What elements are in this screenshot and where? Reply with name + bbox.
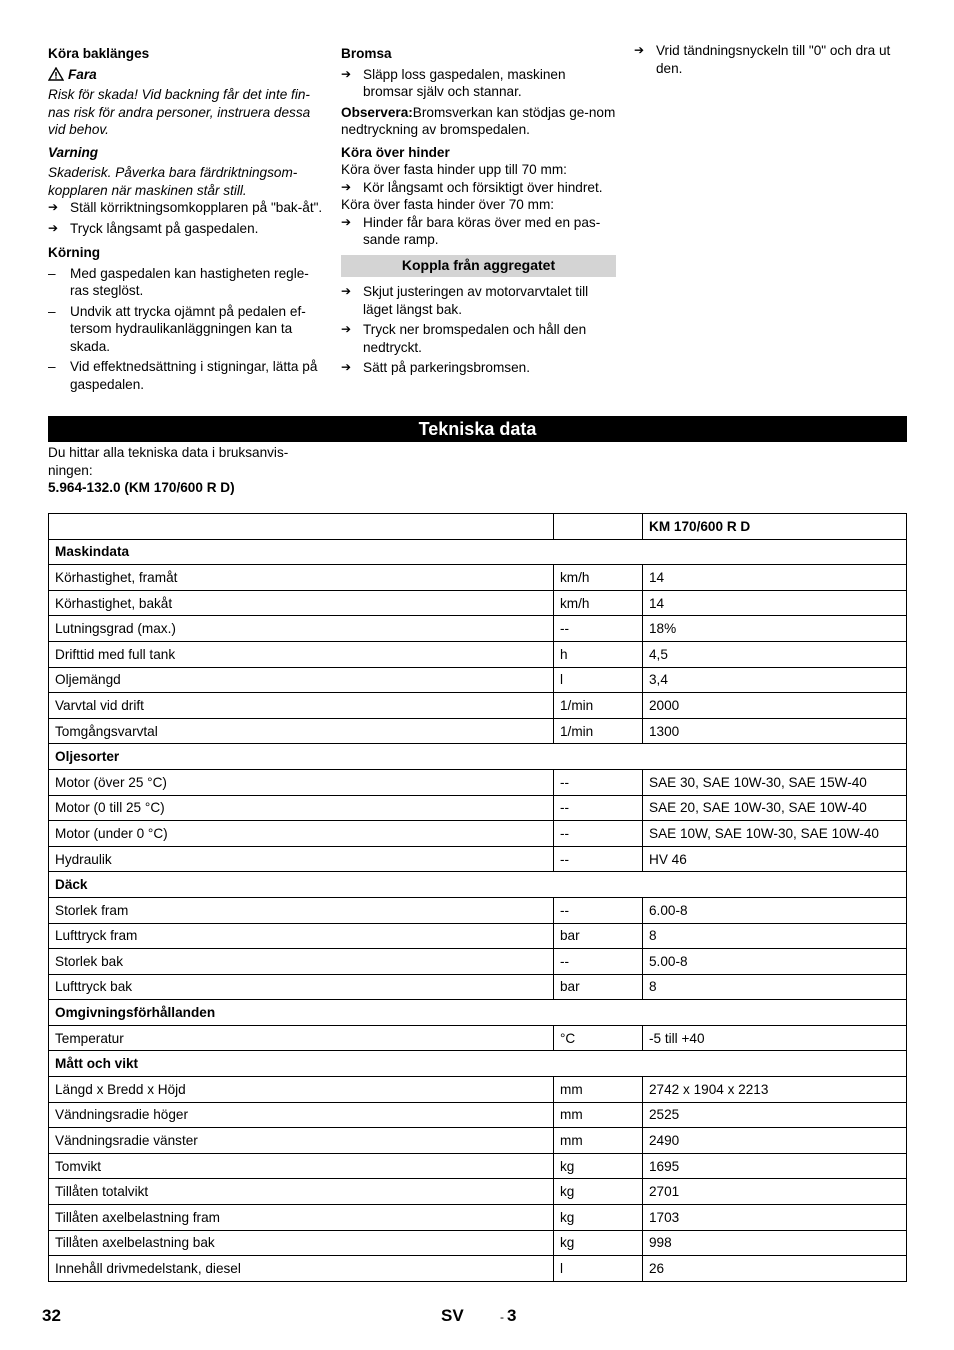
- unit-cell: kg: [554, 1179, 643, 1205]
- property-cell: Lufttryck fram: [49, 923, 554, 949]
- table-row: [49, 1230, 907, 1256]
- property-cell: Innehåll drivmedelstank, diesel: [49, 1256, 554, 1282]
- warning-label: Varning: [48, 144, 99, 160]
- property-cell: Tomvikt: [49, 1153, 554, 1179]
- heading-driving: Körning: [48, 245, 101, 260]
- value-cell: 1703: [643, 1205, 907, 1231]
- unit-cell: --: [554, 795, 643, 821]
- group-heading: Omgivningsförhållanden: [49, 1000, 907, 1026]
- step-text: Tryck ner bromspedalen och håll den nedtryckt.: [363, 322, 587, 355]
- step-text: Skjut justeringen av motorvarvtalet till läget längst bak.: [363, 284, 589, 317]
- unit-cell: --: [554, 897, 643, 923]
- list-item: [341, 179, 616, 197]
- property-cell: Tillåten totalvikt: [49, 1179, 554, 1205]
- value-cell: 4,5: [643, 641, 907, 667]
- value-cell: SAE 10W, SAE 10W-30, SAE 10W-40: [643, 821, 907, 847]
- value-cell: SAE 20, SAE 10W-30, SAE 10W-40: [643, 795, 907, 821]
- table-row: [49, 718, 907, 744]
- group-heading: Oljesorter: [49, 744, 907, 770]
- bullet-text: Vid effektnedsättning i stigningar, lätta på gaspedalen.: [70, 359, 318, 392]
- header-cell: [49, 514, 554, 540]
- value-cell: 5.00-8: [643, 949, 907, 975]
- unit-cell: l: [554, 1256, 643, 1282]
- property-cell: Lufttryck bak: [49, 974, 554, 1000]
- table-body: [49, 514, 907, 1282]
- value-cell: 2000: [643, 693, 907, 719]
- table-row: [49, 565, 907, 591]
- property-cell: Tillåten axelbelastning fram: [49, 1205, 554, 1231]
- step-text: Ställ körriktningsomkopplaren på "bak-åt".: [70, 200, 323, 215]
- step-text: Vrid tändningsnyckeln till "0" och dra ut den.: [656, 43, 891, 76]
- property-cell: Körhastighet, bakåt: [49, 590, 554, 616]
- warning-triangle-icon: [48, 67, 64, 81]
- bullet-text: Med gaspedalen kan hastigheten regle-ras steglöst.: [70, 265, 309, 298]
- unit-cell: --: [554, 821, 643, 847]
- property-cell: Vändningsradie höger: [49, 1102, 554, 1128]
- dash-bullet: –: [48, 265, 56, 281]
- property-cell: Oljemängd: [49, 667, 554, 693]
- unit-cell: mm: [554, 1128, 643, 1154]
- value-cell: 2490: [643, 1128, 907, 1154]
- intro-text: Du hittar alla tekniska data i bruksanvis-ningen:: [48, 445, 289, 478]
- danger-text: Risk för skada! Vid backning får det inte fin-nas risk för andra personer, instruera dessa vid behov.: [48, 87, 311, 137]
- table-row: [49, 974, 907, 1000]
- unit-cell: h: [554, 641, 643, 667]
- property-cell: Vändningsradie vänster: [49, 1128, 554, 1154]
- table-row: [49, 897, 907, 923]
- group-heading: Maskindata: [49, 539, 907, 565]
- language-code: SV: [441, 1306, 464, 1325]
- section-heading-shutdown: Koppla från aggregatet: [341, 255, 616, 278]
- unit-cell: l: [554, 667, 643, 693]
- table-row: [49, 1025, 907, 1051]
- unit-cell: mm: [554, 1102, 643, 1128]
- list-item: [48, 303, 324, 356]
- value-cell: 18%: [643, 616, 907, 642]
- value-cell: 2701: [643, 1179, 907, 1205]
- group-heading: Mått och vikt: [49, 1051, 907, 1077]
- table-group-row: [49, 744, 907, 770]
- table-row: [49, 821, 907, 847]
- value-cell: 8: [643, 974, 907, 1000]
- table-row: [49, 667, 907, 693]
- table-row: [49, 769, 907, 795]
- list-item: [341, 214, 616, 249]
- unit-cell: mm: [554, 1077, 643, 1103]
- table-group-row: [49, 539, 907, 565]
- table-row: [49, 1077, 907, 1103]
- list-item: [48, 199, 324, 217]
- section-title-technical-data: Tekniska data: [48, 416, 907, 442]
- header-cell: [554, 514, 643, 540]
- unit-cell: --: [554, 616, 643, 642]
- property-cell: Motor (över 25 °C): [49, 769, 554, 795]
- group-heading: Däck: [49, 872, 907, 898]
- model-line: 5.964-132.0 (KM 170/600 R D): [48, 480, 235, 495]
- value-cell: HV 46: [643, 846, 907, 872]
- property-cell: Motor (0 till 25 °C): [49, 795, 554, 821]
- table-row: [49, 1102, 907, 1128]
- sub-page-dash: -: [500, 1310, 504, 1324]
- unit-cell: °C: [554, 1025, 643, 1051]
- list-item: [48, 220, 324, 238]
- property-cell: Storlek fram: [49, 897, 554, 923]
- step-text: Kör långsamt och försiktigt över hindret.: [363, 179, 603, 195]
- danger-label-text: Fara: [68, 66, 97, 82]
- value-cell: -5 till +40: [643, 1025, 907, 1051]
- arrow-right-icon: ➔: [341, 66, 352, 81]
- arrow-right-icon: ➔: [48, 220, 59, 235]
- table-group-row: [49, 872, 907, 898]
- table-row: [49, 846, 907, 872]
- property-cell: Längd x Bredd x Höjd: [49, 1077, 554, 1103]
- table-row: [49, 949, 907, 975]
- column-2: [341, 44, 616, 377]
- table-row: [49, 616, 907, 642]
- unit-cell: 1/min: [554, 693, 643, 719]
- table-row: [49, 1179, 907, 1205]
- table-row: [49, 795, 907, 821]
- value-cell: 6.00-8: [643, 897, 907, 923]
- list-item: [341, 283, 616, 318]
- obstacle-line-2: Köra över fasta hinder över 70 mm:: [341, 197, 555, 212]
- arrow-right-icon: ➔: [341, 214, 352, 229]
- value-cell: SAE 30, SAE 10W-30, SAE 15W-40: [643, 769, 907, 795]
- property-cell: Lutningsgrad (max.): [49, 616, 554, 642]
- property-cell: Tillåten axelbelastning bak: [49, 1230, 554, 1256]
- property-cell: Drifttid med full tank: [49, 641, 554, 667]
- note-paragraph: [341, 104, 616, 139]
- heading-brake: Bromsa: [341, 46, 392, 61]
- table-group-row: [49, 1051, 907, 1077]
- value-cell: 26: [643, 1256, 907, 1282]
- step-text: Släpp loss gaspedalen, maskinen bromsar själv och stannar.: [363, 66, 566, 99]
- unit-cell: km/h: [554, 590, 643, 616]
- list-item: [341, 321, 616, 356]
- list-item: [341, 66, 616, 101]
- table-row: [49, 1153, 907, 1179]
- property-cell: Motor (under 0 °C): [49, 821, 554, 847]
- step-text: Hinder får bara köras över med en pas-sande ramp.: [363, 214, 601, 247]
- table-header-row: [49, 514, 907, 540]
- arrow-right-icon: ➔: [341, 360, 352, 374]
- column-1: [48, 44, 324, 393]
- arrow-right-icon: ➔: [48, 200, 59, 214]
- list-item: [341, 359, 616, 377]
- value-cell: 8: [643, 923, 907, 949]
- unit-cell: kg: [554, 1205, 643, 1231]
- unit-cell: km/h: [554, 565, 643, 591]
- list-item: [634, 42, 908, 77]
- column-3: [634, 42, 908, 77]
- arrow-right-icon: ➔: [341, 322, 352, 336]
- unit-cell: --: [554, 846, 643, 872]
- value-cell: 3,4: [643, 667, 907, 693]
- property-cell: Temperatur: [49, 1025, 554, 1051]
- table-row: [49, 590, 907, 616]
- obstacle-line-1: Köra över fasta hinder upp till 70 mm:: [341, 162, 567, 177]
- intro-block: [48, 444, 318, 497]
- header-cell: KM 170/600 R D: [643, 514, 907, 540]
- arrow-right-icon: ➔: [341, 284, 352, 298]
- step-text: Tryck långsamt på gaspedalen.: [70, 220, 259, 236]
- table-row: [49, 641, 907, 667]
- unit-cell: 1/min: [554, 718, 643, 744]
- unit-cell: --: [554, 949, 643, 975]
- property-cell: Varvtal vid drift: [49, 693, 554, 719]
- arrow-right-icon: ➔: [341, 179, 352, 194]
- property-cell: Körhastighet, framåt: [49, 565, 554, 591]
- unit-cell: kg: [554, 1230, 643, 1256]
- bullet-text: Undvik att trycka ojämnt på pedalen ef-tersom hydraulikanläggningen kan ta skada.: [70, 303, 306, 354]
- unit-cell: bar: [554, 923, 643, 949]
- table-row: [49, 1256, 907, 1282]
- list-item: [48, 358, 324, 393]
- value-cell: 998: [643, 1230, 907, 1256]
- dash-bullet: –: [48, 359, 56, 374]
- dash-bullet: –: [48, 303, 56, 319]
- note-text: Bromsverkan kan stödjas ge-nom nedtryckning av bromspedalen.: [341, 104, 616, 137]
- value-cell: 1300: [643, 718, 907, 744]
- table-row: [49, 693, 907, 719]
- property-cell: Hydraulik: [49, 846, 554, 872]
- unit-cell: kg: [554, 1153, 643, 1179]
- sub-page-number: 3: [507, 1306, 517, 1325]
- heading-obstacles: Köra över hinder: [341, 144, 450, 160]
- table-row: [49, 923, 907, 949]
- technical-data-table: [48, 513, 907, 1282]
- list-item: [48, 265, 324, 300]
- property-cell: Tomgångsvarvtal: [49, 718, 554, 744]
- table-row: [49, 1205, 907, 1231]
- unit-cell: bar: [554, 974, 643, 1000]
- unit-cell: --: [554, 769, 643, 795]
- table-row: [49, 1128, 907, 1154]
- sub-page: [500, 1306, 516, 1326]
- value-cell: 2742 x 1904 x 2213: [643, 1077, 907, 1103]
- arrow-right-icon: ➔: [634, 43, 645, 57]
- value-cell: 1695: [643, 1153, 907, 1179]
- note-label: Observera:: [341, 104, 413, 120]
- heading-reverse: Köra baklänges: [48, 46, 150, 61]
- table-group-row: [49, 1000, 907, 1026]
- value-cell: 2525: [643, 1102, 907, 1128]
- danger-label: [48, 66, 324, 84]
- value-cell: 14: [643, 590, 907, 616]
- step-text: Sätt på parkeringsbromsen.: [363, 360, 530, 375]
- page-number: 32: [42, 1306, 61, 1325]
- value-cell: 14: [643, 565, 907, 591]
- warning-text: Skaderisk. Påverka bara färdriktningsom-kopplaren när maskinen står still.: [48, 165, 298, 198]
- property-cell: Storlek bak: [49, 949, 554, 975]
